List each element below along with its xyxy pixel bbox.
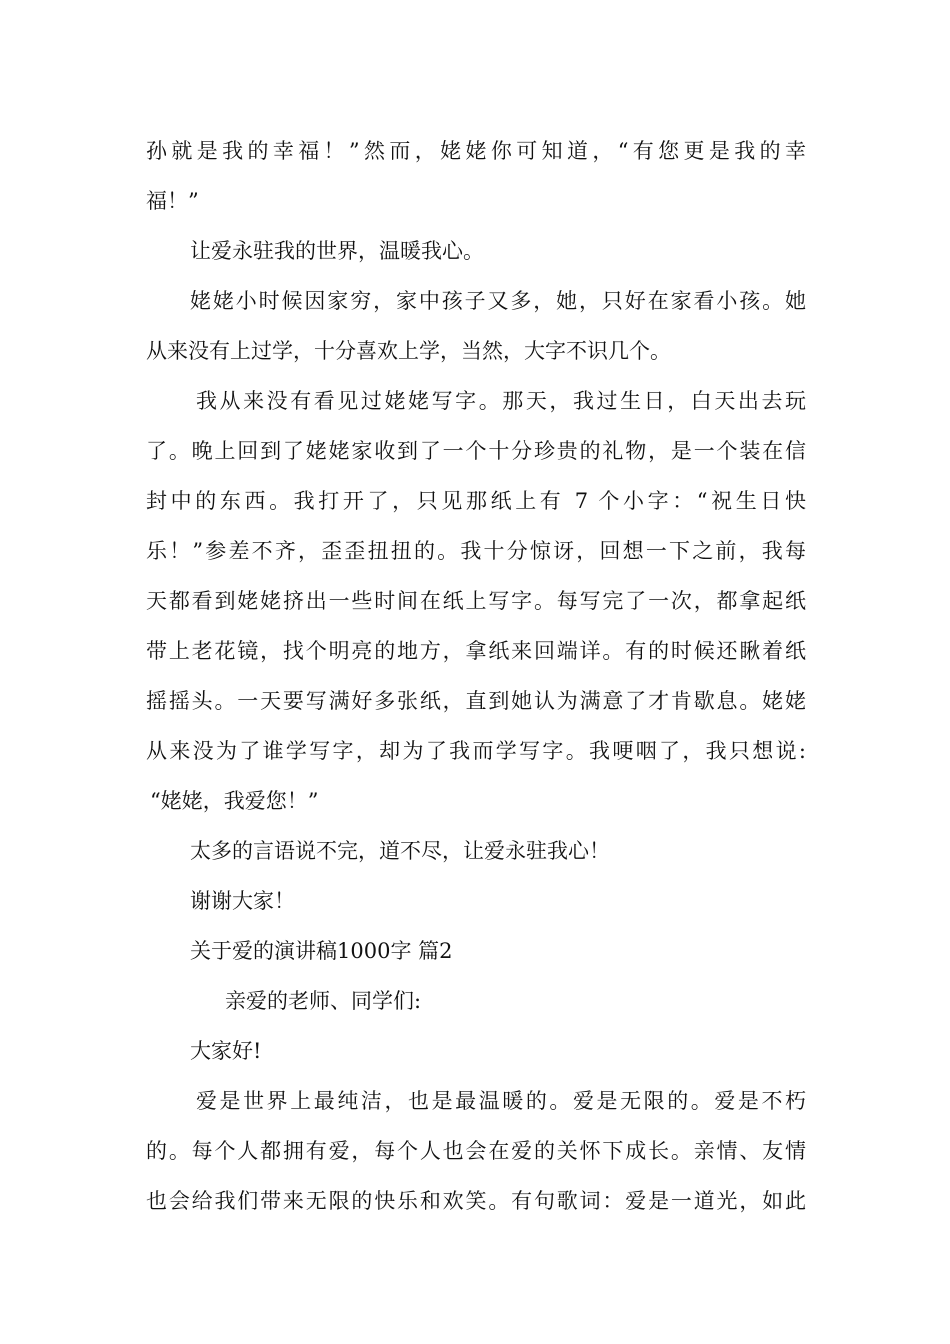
section-heading: 关于爱的演讲稿1000字 篇2 — [190, 939, 453, 963]
text-line: 太多的言语说不完，道不尽，让爱永驻我心！ — [190, 839, 610, 863]
text-line: 爱是世界上最纯洁，也是最温暖的。爱是无限的。爱是不朽 — [196, 1089, 806, 1113]
text-line: 乐！”参差不齐，歪歪扭扭的。我十分惊讶，回想一下之前，我每 — [146, 539, 806, 563]
text-line: 也会给我们带来无限的快乐和欢笑。有句歌词：爱是一道光，如此 — [146, 1189, 806, 1213]
text-line: 从来没有上过学，十分喜欢上学，当然，大字不识几个。 — [146, 339, 671, 363]
text-line: 带上老花镜，找个明亮的地方，拿纸来回端详。有的时候还瞅着纸 — [146, 639, 806, 663]
text-line: 福！” — [146, 189, 199, 213]
text-line: 摇摇头。一天要写满好多张纸，直到她认为满意了才肯歇息。姥姥 — [146, 689, 806, 713]
text-line: 从来没为了谁学写字，却为了我而学写字。我哽咽了，我只想说: — [146, 739, 806, 763]
text-line: 封中的东西。我打开了，只见那纸上有 7 个小字：“祝生日快 — [146, 489, 806, 513]
text-line: 的。每个人都拥有爱，每个人也会在爱的关怀下成长。亲情、友情 — [146, 1139, 806, 1163]
text-line: 大家好! — [190, 1039, 262, 1063]
text-line: 我从来没有看见过姥姥写字。那天，我过生日，白天出去玩 — [196, 389, 806, 413]
text-line: 孙就是我的幸福！”然而，姥姥你可知道，“有您更是我的幸 — [146, 139, 806, 163]
text-line: 谢谢大家！ — [190, 889, 295, 913]
text-line: 天都看到姥姥挤出一些时间在纸上写字。每写完了一次，都拿起纸 — [146, 589, 806, 613]
text-line: “姥姥，我爱您！” — [150, 789, 319, 813]
text-line: 让爱永驻我的世界，温暖我心。 — [190, 239, 484, 263]
text-line: 了。晚上回到了姥姥家收到了一个十分珍贵的礼物，是一个装在信 — [146, 439, 806, 463]
text-line: 亲爱的老师、同学们: — [225, 989, 422, 1013]
text-line: 姥姥小时候因家穷，家中孩子又多，她，只好在家看小孩。她 — [190, 289, 806, 313]
